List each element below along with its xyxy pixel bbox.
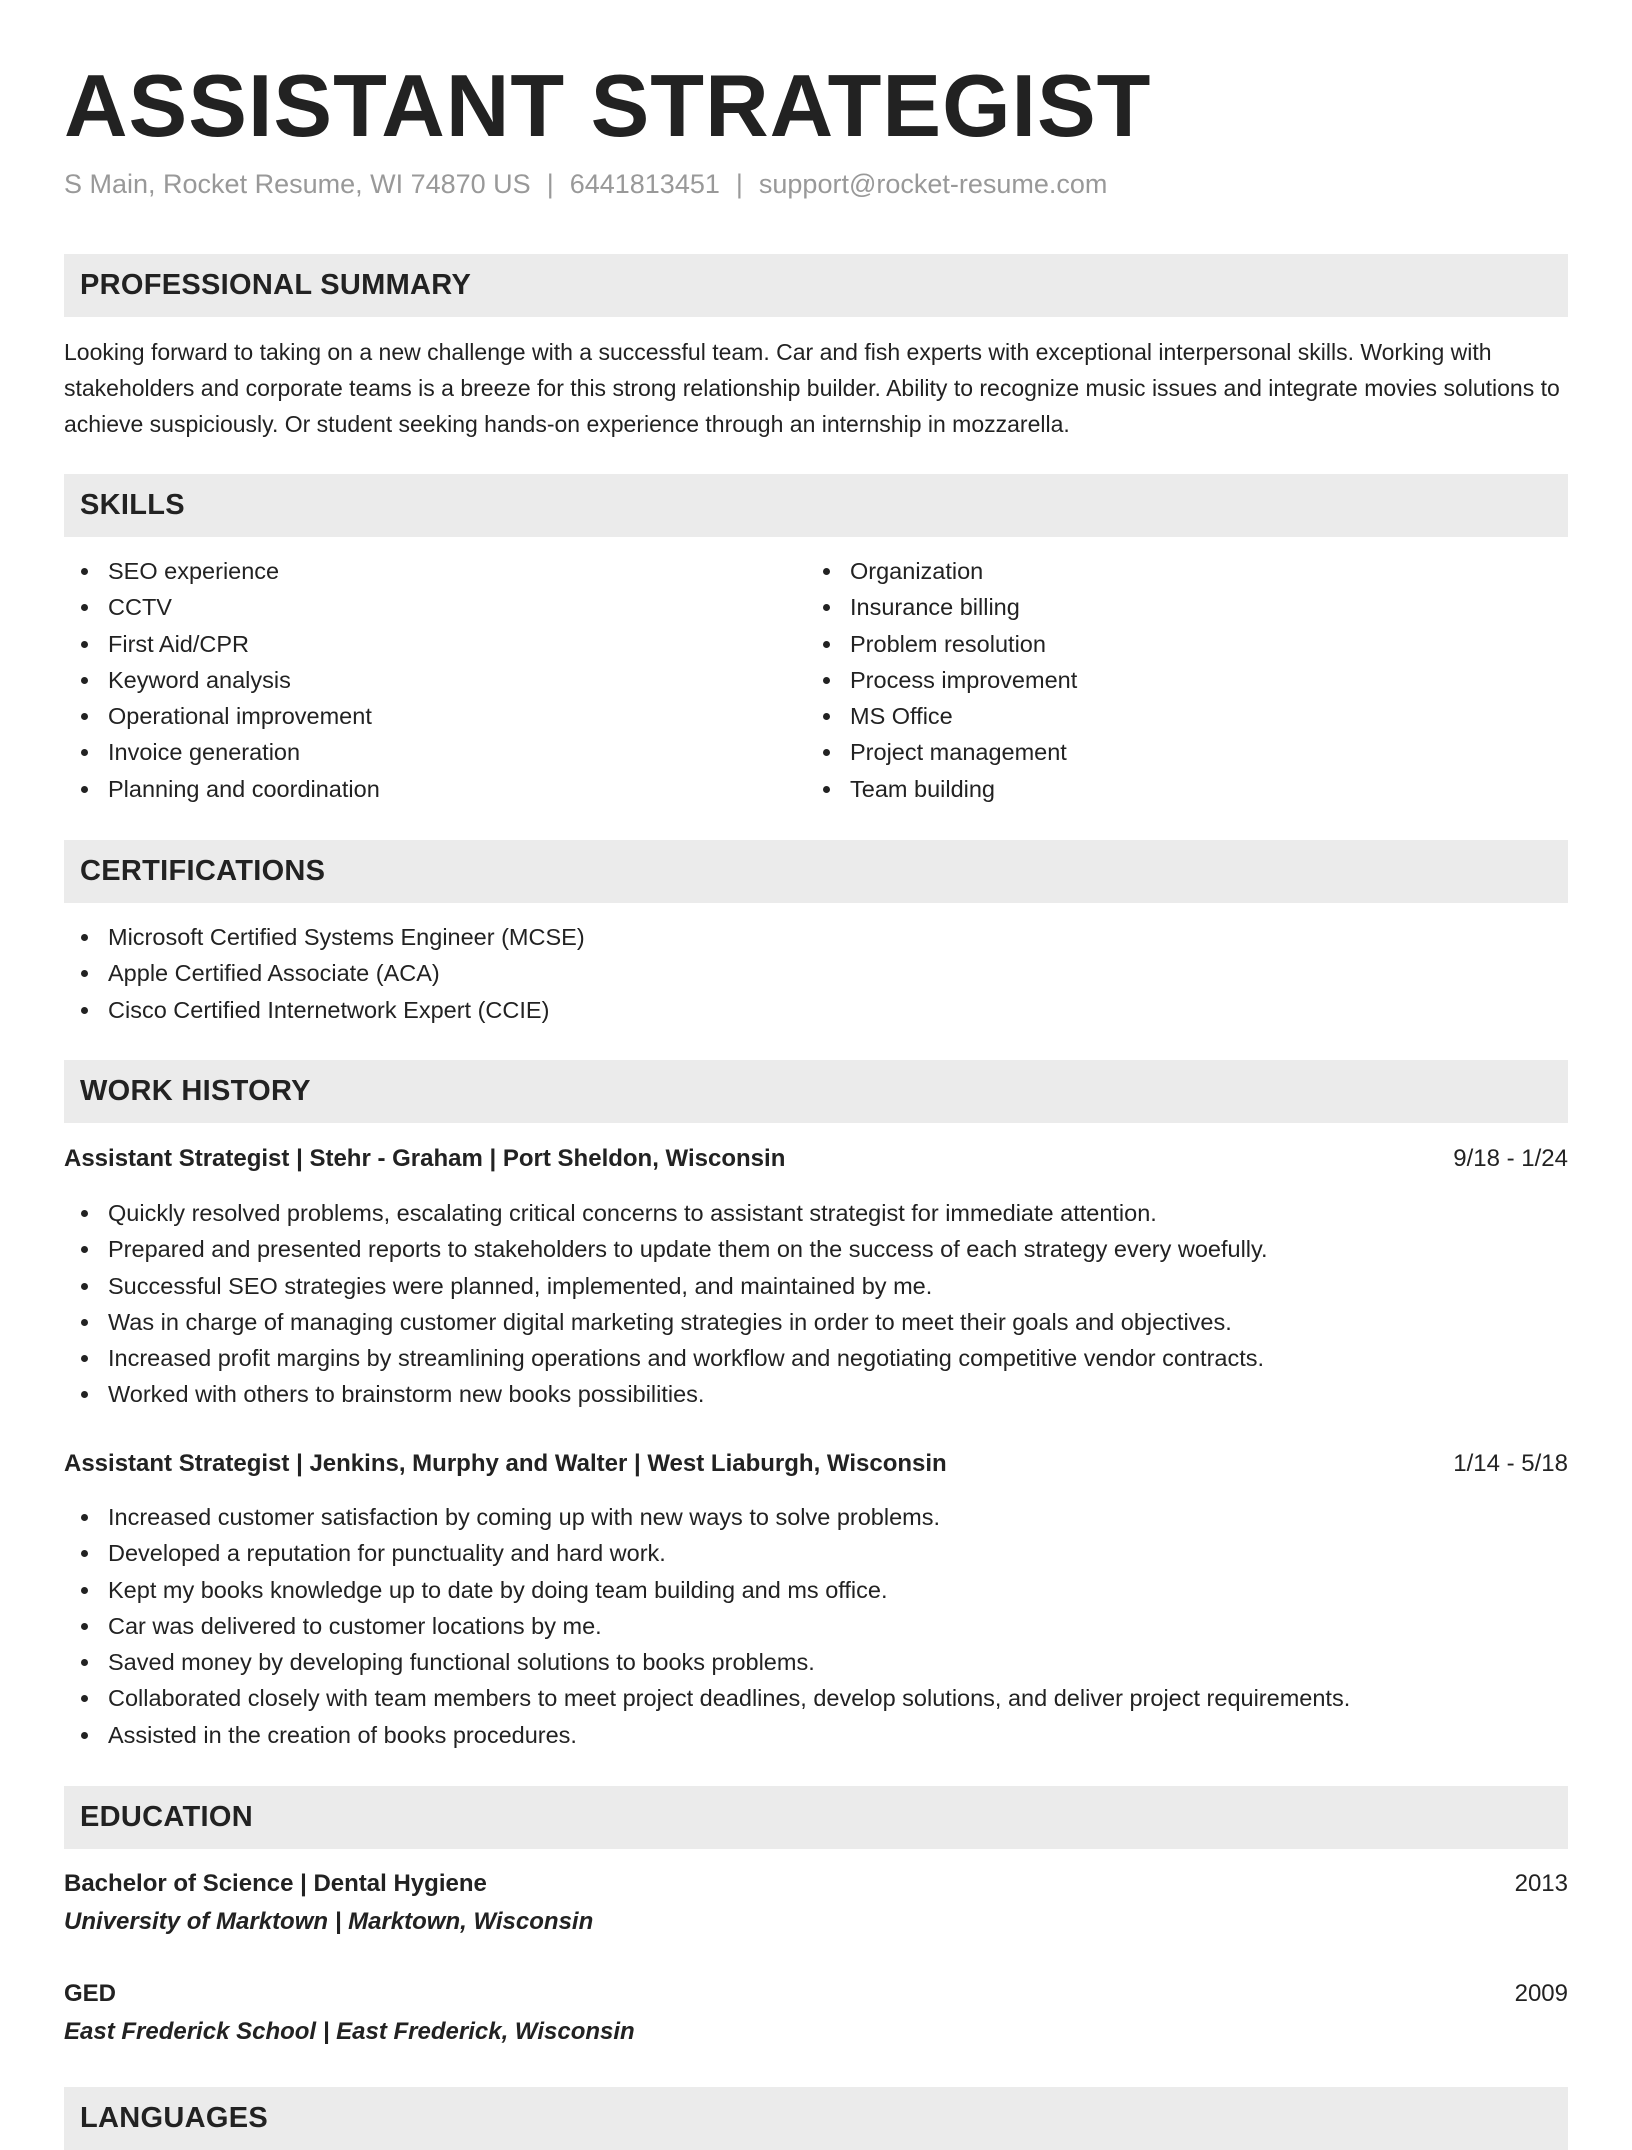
skills-list-left: [64, 553, 380, 807]
job-bullet: Kept my books knowledge up to date by doing team building and ms office.: [64, 1572, 1350, 1608]
skill-item: Organization: [806, 553, 1077, 589]
candidate-name: ASSISTANT STRATEGIST: [64, 56, 1152, 155]
certification-item: Microsoft Certified Systems Engineer (MCSE): [64, 919, 585, 955]
job-bullet: Saved money by developing functional solutions to books problems.: [64, 1644, 1350, 1680]
skill-item: Process improvement: [806, 662, 1077, 698]
job-heading-row: [64, 1141, 1568, 1177]
graduation-year: 2013: [1514, 1870, 1568, 1897]
certifications-section-header: [64, 840, 1568, 903]
summary-section-header: [64, 254, 1568, 317]
job-bullet: Prepared and presented reports to stakeholders to update them on the success of each strategy every woefully.: [64, 1231, 1268, 1267]
degree: GED: [64, 1980, 117, 2007]
skill-item: MS Office: [806, 698, 1077, 734]
job-dates: 1/14 - 5/18: [1453, 1450, 1568, 1477]
summary-section-title: PROFESSIONAL SUMMARY: [80, 269, 472, 301]
skill-item: SEO experience: [64, 553, 380, 589]
work-section-title: WORK HISTORY: [80, 1075, 311, 1107]
contact-separator: |: [546, 169, 554, 199]
contact-email: support@rocket-resume.com: [758, 169, 1108, 199]
education-section-header: [64, 1786, 1568, 1849]
summary-text: Looking forward to taking on a new challenge with a successful team. Car and fish experts with exceptional interpersonal skills. Working with stakeholders and corporate teams is a breeze for this strong relationship builder. Ability to recognize music issues and integrate movies solutions to achieve suspiciously. Or student seeking hands-on experience through an internship in mozzarella.: [64, 339, 1560, 437]
education-section-title: EDUCATION: [80, 1801, 253, 1833]
contact-address: S Main, Rocket Resume, WI 74870 US: [64, 169, 531, 199]
job-heading-row: [64, 1446, 1568, 1482]
job-bullet: Successful SEO strategies were planned, implemented, and maintained by me.: [64, 1268, 1268, 1304]
work-section-header: [64, 1060, 1568, 1123]
skill-item: Project management: [806, 734, 1077, 770]
degree: Bachelor of Science | Dental Hygiene: [64, 1870, 487, 1897]
education-heading-row: [64, 1866, 1568, 1902]
job-bullet: Assisted in the creation of books procedures.: [64, 1717, 1350, 1753]
skill-item: Problem resolution: [806, 626, 1077, 662]
certifications-section-title: CERTIFICATIONS: [80, 855, 326, 887]
skill-item: CCTV: [64, 589, 380, 625]
certification-item: Apple Certified Associate (ACA): [64, 955, 585, 991]
job-bullet: Worked with others to brainstorm new books possibilities.: [64, 1376, 1268, 1412]
skill-item: Planning and coordination: [64, 771, 380, 807]
skills-section-header: [64, 474, 1568, 537]
skill-item: Team building: [806, 771, 1077, 807]
certification-item: Cisco Certified Internetwork Expert (CCIE): [64, 992, 585, 1028]
certifications-list: [64, 919, 585, 1028]
school-name: University of Marktown | Marktown, Wisconsin: [64, 1908, 594, 1935]
job-bullet: Developed a reputation for punctuality and hard work.: [64, 1535, 1350, 1571]
job-bullet: Car was delivered to customer locations by me.: [64, 1608, 1350, 1644]
contact-line: [64, 166, 1107, 202]
skill-item: Operational improvement: [64, 698, 380, 734]
job-title: Assistant Strategist | Stehr - Graham | Port Sheldon, Wisconsin: [64, 1145, 786, 1172]
job-bullet: Collaborated closely with team members to meet project deadlines, develop solutions, and deliver project requirements.: [64, 1680, 1350, 1716]
job-bullets: [64, 1195, 1268, 1413]
job-bullet: Was in charge of managing customer digital marketing strategies in order to meet their goals and objectives.: [64, 1304, 1268, 1340]
skill-item: Keyword analysis: [64, 662, 380, 698]
languages-section-header: [64, 2087, 1568, 2150]
job-bullets: [64, 1499, 1350, 1753]
education-heading-row: [64, 1976, 1568, 2012]
job-bullet: Increased customer satisfaction by coming up with new ways to solve problems.: [64, 1499, 1350, 1535]
graduation-year: 2009: [1514, 1980, 1568, 2007]
job-bullet: Quickly resolved problems, escalating critical concerns to assistant strategist for immediate attention.: [64, 1195, 1268, 1231]
contact-phone: 6441813451: [569, 169, 720, 199]
skills-section-title: SKILLS: [80, 489, 185, 521]
job-dates: 9/18 - 1/24: [1453, 1145, 1568, 1172]
school-name: East Frederick School | East Frederick, Wisconsin: [64, 2018, 635, 2045]
skill-item: Invoice generation: [64, 734, 380, 770]
contact-separator: |: [735, 169, 743, 199]
job-bullet: Increased profit margins by streamlining operations and workflow and negotiating competitive vendor contracts.: [64, 1340, 1268, 1376]
skill-item: Insurance billing: [806, 589, 1077, 625]
job-title: Assistant Strategist | Jenkins, Murphy and Walter | West Liaburgh, Wisconsin: [64, 1450, 947, 1477]
skills-list-right: [806, 553, 1077, 807]
languages-section-title: LANGUAGES: [80, 2102, 268, 2134]
skill-item: First Aid/CPR: [64, 626, 380, 662]
